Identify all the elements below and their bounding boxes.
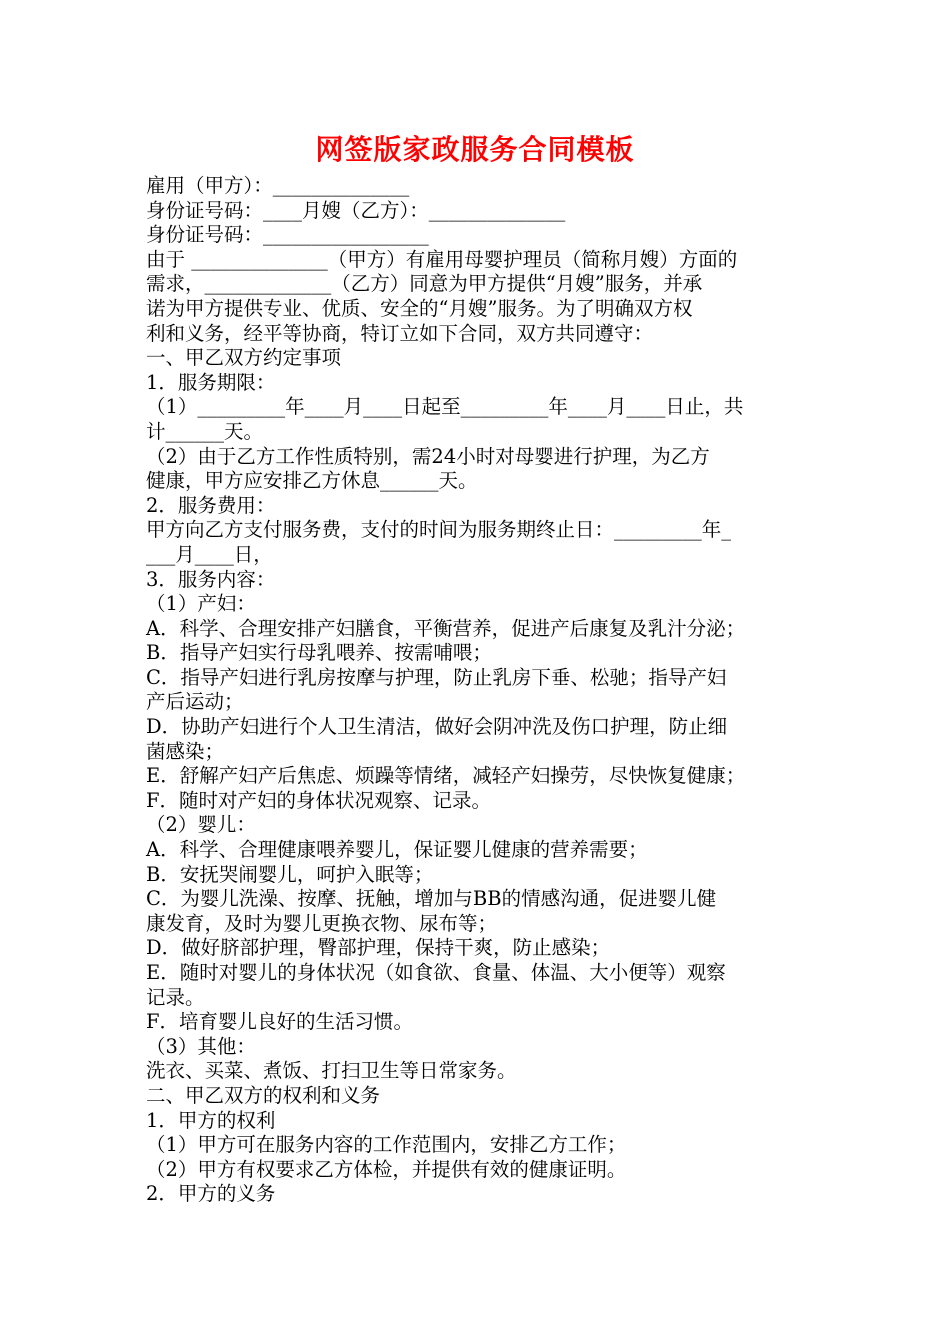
text-line: （2）由于乙方工作性质特别，需24小时对母婴进行护理，为乙方 [146, 444, 710, 468]
text-line: E．随时对婴儿的身体状况（如食欲、食量、体温、大小便等）观察 [146, 961, 726, 984]
subsection-heading: 3．服务内容： [146, 567, 276, 591]
text-line: 计______天。 [146, 419, 264, 443]
text-line: （1）甲方可在服务内容的工作范围内，安排乙方工作； [146, 1133, 627, 1157]
text-line: A．科学、合理安排产妇膳食，平衡营养，促进产后康复及乳汁分泌； [146, 616, 746, 640]
text-line: C．指导产妇进行乳房按摩与护理，防止乳房下垂、松驰；指导产妇 [146, 665, 727, 689]
text-line: B．指导产妇实行母乳喂养、按需哺喂； [146, 641, 492, 665]
text-line: 诺为甲方提供专业、优质、安全的“月嫂”服务。为了明确双方权 [146, 296, 693, 320]
text-line: （2）婴儿： [146, 813, 256, 837]
text-line: 健康，甲方应安排乙方休息______天。 [146, 469, 478, 493]
text-line: （3）其他： [146, 1034, 256, 1058]
text-line: D．协助产妇进行个人卫生清洁，做好会阴冲洗及伤口护理，防止细 [146, 715, 728, 739]
text-line: 甲方向乙方支付服务费，支付的时间为服务期终止日：_________年_ [146, 518, 732, 542]
document-title: 网签版家政服务合同模板 [315, 133, 635, 166]
text-line: （2）甲方有权要求乙方体检，并提供有效的健康证明。 [146, 1157, 627, 1181]
text-line: E．舒解产妇产后焦虑、烦躁等情绪，减轻产妇操劳，尽快恢复健康； [146, 764, 746, 788]
subsection-heading: 2．服务费用： [146, 493, 276, 517]
subsection-heading: 1．服务期限： [146, 370, 276, 394]
section-heading: 一、甲乙双方约定事项 [146, 346, 342, 370]
text-line: 需求，_____________（乙方）同意为甲方提供“月嫂”服务，并承 [146, 272, 703, 296]
text-line: 记录。 [146, 985, 205, 1009]
text-line: 由于 ______________（甲方）有雇用母婴护理员（简称月嫂）方面的 [146, 247, 738, 271]
subsection-heading: 1．甲方的权利 [146, 1108, 276, 1132]
text-line: （1）产妇： [146, 592, 256, 616]
text-line: 洗衣、买菜、煮饭、打扫卫生等日常家务。 [146, 1059, 517, 1083]
document-body [146, 174, 810, 1207]
text-line: F．随时对产妇的身体状况观察、记录。 [146, 788, 492, 812]
text-line: 康发育，及时为婴儿更换衣物、尿布等； [146, 911, 498, 935]
subsection-heading: 2．甲方的义务 [146, 1182, 276, 1206]
text-line: 身份证号码：____月嫂（乙方）：______________ [146, 198, 566, 222]
text-line: ___月____日， [146, 542, 273, 566]
text-line: C．为婴儿洗澡、按摩、抚触，增加与BB的情感沟通，促进婴儿健 [146, 887, 717, 911]
text-line: 产后运动； [146, 690, 244, 714]
text-line: D．做好脐部护理，臀部护理，保持干爽，防止感染； [146, 936, 611, 960]
text-line: 身份证号码：_________________ [146, 223, 429, 247]
text-line: （1）_________年____月____日起至_________年____月____日止，共 [146, 395, 744, 419]
text-line: B．安抚哭闹婴儿，呵护入眠等； [146, 862, 434, 886]
text-line: 菌感染； [146, 739, 225, 763]
text-line: 利和义务，经平等协商，特订立如下合同，双方共同遵守： [146, 321, 654, 345]
text-line: 雇用（甲方）：______________ [146, 174, 410, 197]
section-heading: 二、甲乙双方的权利和义务 [146, 1083, 381, 1107]
text-line: F．培育婴儿良好的生活习惯。 [146, 1010, 414, 1034]
text-line: A．科学、合理健康喂养婴儿，保证婴儿健康的营养需要； [146, 838, 648, 862]
